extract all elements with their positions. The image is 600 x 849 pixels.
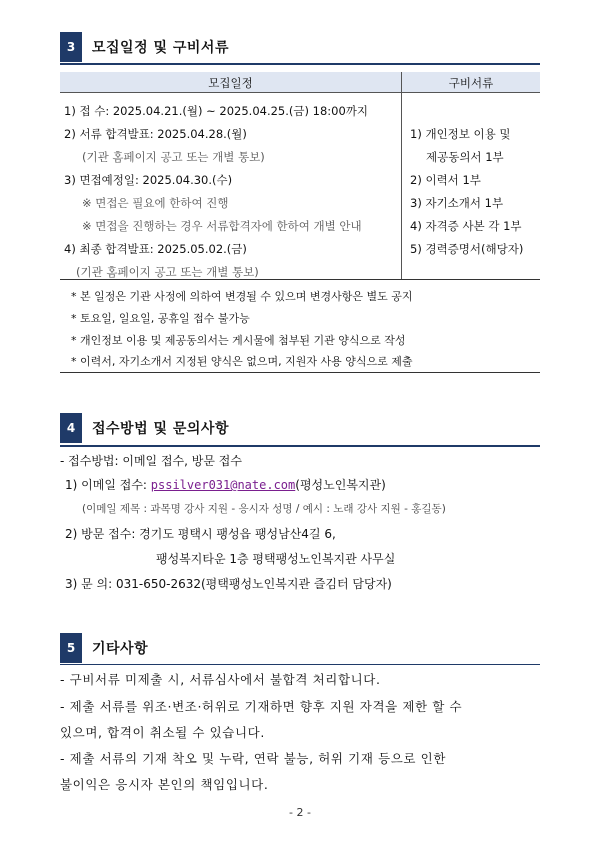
visit-submission: 2) 방문 접수: 경기도 평택시 팽성읍 팽성남산4길 6,: [65, 527, 336, 541]
other-note: 불이익은 응시자 본인의 책임입니다.: [60, 777, 269, 792]
section-number: 3: [60, 32, 82, 62]
section-title: 기타사항: [92, 641, 149, 657]
document-line: 제공동의서 1부: [426, 150, 504, 164]
schedule-line: 1) 접 수: 2025.04.21.(월) ~ 2025.04.25.(금) 18:00까지: [64, 104, 368, 118]
column-header-schedule: 모집일정: [208, 76, 253, 90]
document-line: 5) 경력증명서(해당자): [410, 242, 524, 256]
schedule-note: * 본 일정은 기관 사정에 의하여 변경될 수 있으며 변경사항은 별도 공지: [71, 290, 413, 303]
section-divider: [60, 445, 540, 447]
schedule-note: * 토요일, 일요일, 공휴일 접수 불가능: [71, 312, 250, 325]
section-number: 5: [60, 633, 82, 663]
schedule-line: 2) 서류 합격발표: 2025.04.28.(월): [64, 127, 247, 141]
email-label: 1) 이메일 접수:: [65, 478, 151, 492]
section-divider: [60, 63, 540, 65]
section-3-header: [60, 32, 229, 62]
table-header-row: [60, 72, 540, 93]
section-title: 모집일정 및 구비서류: [92, 40, 229, 56]
schedule-note: * 개인정보 이용 및 제공동의서는 게시물에 첨부된 기관 양식으로 작성: [71, 334, 406, 347]
section-number: 4: [60, 413, 82, 443]
page-number: - 2 -: [289, 806, 311, 819]
column-header-documents: 구비서류: [448, 76, 494, 90]
section-title: 접수방법 및 문의사항: [92, 421, 229, 437]
schedule-line: ※ 면접을 진행하는 경우 서류합격자에 한하여 개별 안내: [82, 219, 362, 233]
other-note: - 제출 서류의 기재 착오 및 누락, 연락 불능, 허위 기재 등으로 인한: [60, 751, 447, 766]
document-line: 4) 자격증 사본 각 1부: [410, 219, 522, 233]
document-line: 3) 자기소개서 1부: [410, 196, 504, 210]
other-note: 있으며, 합격이 취소될 수 있습니다.: [60, 725, 265, 740]
email-submission: [65, 476, 386, 493]
email-subject-format: (이메일 제목 : 과목명 강사 지원 - 응시자 성명 / 예시 : 노래 강사 지원 - 홍길동): [82, 503, 446, 515]
schedule-line: 4) 최종 합격발표: 2025.05.02.(금): [64, 242, 247, 256]
section-4-header: [60, 413, 229, 443]
section-divider: [60, 664, 540, 665]
visit-address: 팽성복지타운 1층 평택팽성노인복지관 사무실: [156, 552, 396, 566]
contact-info: 3) 문 의: 031-650-2632(평택팽성노인복지관 즐김터 담당자): [65, 577, 392, 591]
document-line: 2) 이력서 1부: [410, 173, 481, 187]
schedule-line: ※ 면접은 필요에 한하여 진행: [82, 196, 229, 210]
table-column-divider: [401, 72, 402, 279]
submission-method: - 접수방법: 이메일 접수, 방문 접수: [60, 454, 242, 468]
other-note: - 구비서류 미제출 시, 서류심사에서 불합격 처리합니다.: [60, 672, 381, 687]
section-5-header: [60, 633, 148, 663]
other-note: - 제출 서류를 위조·변조·허위로 기재하면 향후 지원 자격을 제한 할 수: [60, 699, 463, 714]
schedule-table: [60, 72, 540, 279]
table-bottom-border: [60, 279, 540, 280]
schedule-line: 3) 면접예정일: 2025.04.30.(수): [64, 173, 233, 187]
email-link[interactable]: pssilver031@nate.com: [150, 478, 296, 492]
email-org: (평성노인복지관): [295, 478, 386, 492]
notes-bottom-border: [60, 372, 540, 373]
document-line: 1) 개인정보 이용 및: [410, 127, 511, 141]
schedule-line: (기관 홈페이지 공고 또는 개별 통보): [82, 150, 265, 164]
schedule-note: * 이력서, 자기소개서 지정된 양식은 없으며, 지원자 사용 양식으로 제출: [71, 355, 413, 368]
schedule-line: (기관 홈페이지 공고 또는 개별 통보): [76, 265, 259, 279]
